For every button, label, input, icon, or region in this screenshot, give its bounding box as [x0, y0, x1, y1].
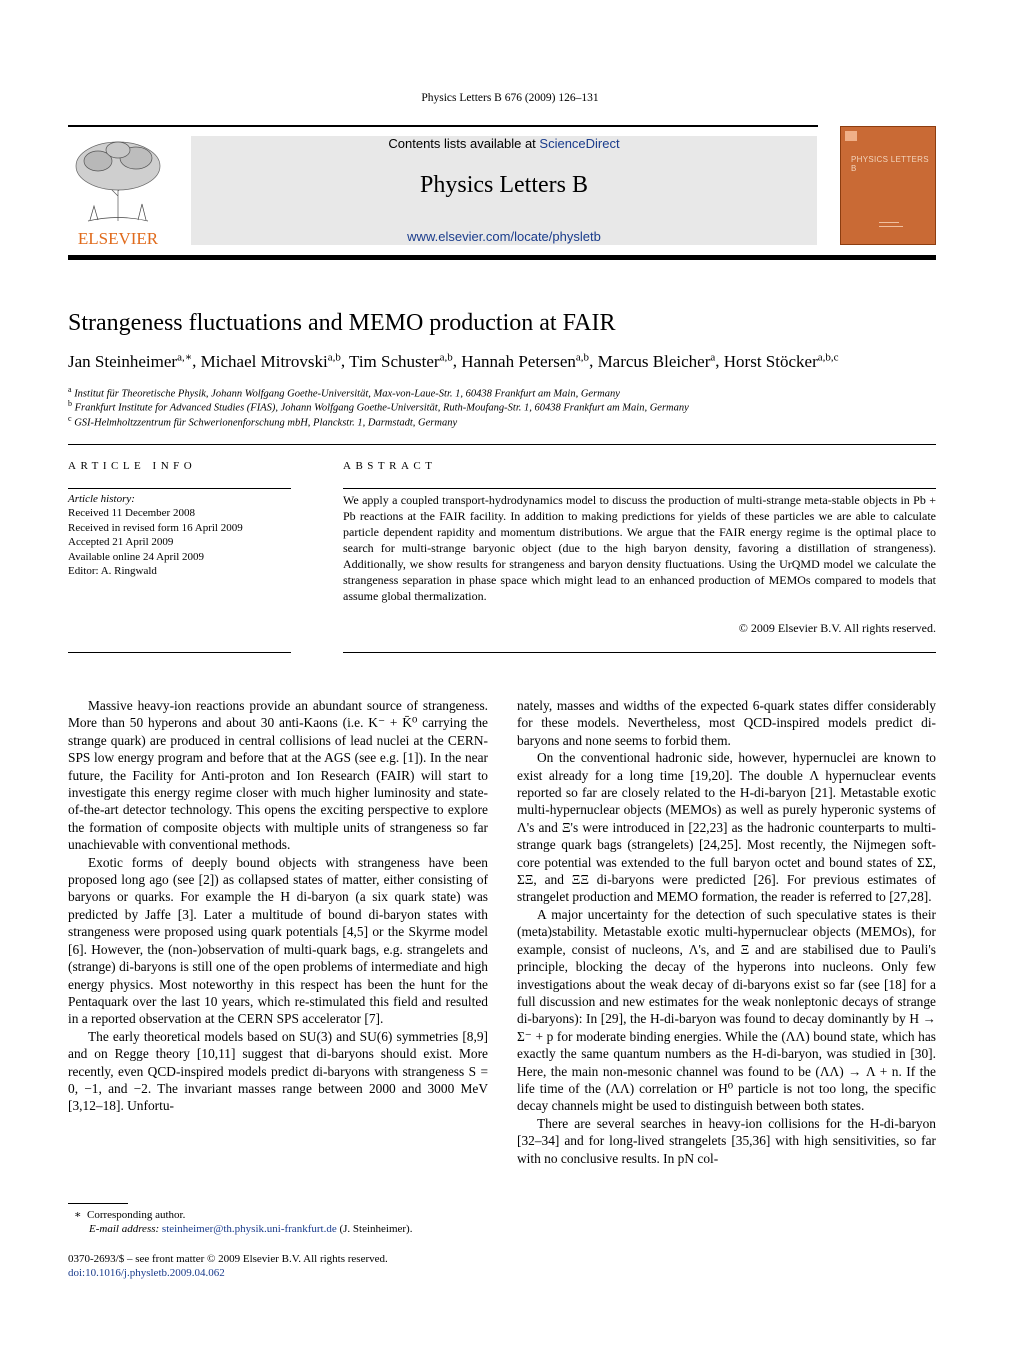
body-paragraph: The early theoretical models based on SU(3) and SU(6) symmetries [8,9] and on Regge theory [10,11] suggest that di-baryons should exist. More recently, even QCD-inspired models predict di-baryons with strangeness S = 0, −1, and −2. The invariant masses range between 2000 and 3000 MeV [3,12–18]. Unfortu-	[68, 1028, 488, 1114]
body-paragraph: nately, masses and widths of the expected 6-quark states differ considerably for these models. Nevertheless, most QCD-inspired models predict di-baryons and none seems to forbid them.	[517, 698, 936, 748]
body-paragraph: There are several searches in heavy-ion collisions for the H-di-baryon [32–34] and for long-lived strangelets [35,36] with high sensitivities, so far with no conclusive results. In pN col-	[517, 1115, 936, 1166]
article-info-rule	[68, 488, 291, 489]
author-name: Marcus Bleicher	[597, 351, 711, 371]
journal-cover-thumbnail[interactable]	[840, 126, 936, 245]
journal-reference: Physics Letters B 676 (2009) 126–131	[421, 92, 599, 104]
author-name: Michael Mitrovski	[200, 351, 328, 371]
author[interactable]	[349, 352, 453, 371]
footnote	[74, 1208, 494, 1236]
affiliation	[68, 385, 620, 400]
affiliation	[68, 414, 457, 429]
abstract-rule	[343, 488, 936, 489]
author[interactable]	[598, 352, 716, 371]
body-column-right	[517, 697, 936, 1167]
body-paragraph: A major uncertainty for the detection of such speculative states is their (meta)stability. Metastable exotic multi-hypernuclear objects (MEMOs), for example, consist of nucleons, Λ's, and Ξ and are stabilised due to Pauli's principle, blocking the decay of the hyperons into nucleons. Only few investigations about the weak decay of di-baryons exist so far (see [18] for a full discussion and new estimates for the weak nonleptonic decays of strange di-baryons): In [29], the H-di-baryon was found to decay dominantly by H → Σ⁻ + p for moderate binding energies. While the (ΛΛ) bound state, which has exactly the same quantum numbers as the H-di-baryon, was studied in [30]. Here, the main non-mesonic channel was found to be (ΛΛ) → Λ + n. If the life time of the (ΛΛ) correlation or H⁰ particle is not too long, the specific decay channels might be used to distinguish between both states.	[517, 906, 936, 1114]
affiliation-text: Institut für Theoretische Physik, Johann Wolfgang Goethe-Universität, Max-von-Laue-Str. 1, 60438 Frankfurt am Main, Germany	[74, 388, 620, 400]
elsevier-logo[interactable]	[68, 136, 168, 246]
journal-title: Physics Letters B	[420, 172, 588, 198]
author[interactable]	[461, 352, 589, 371]
cover-title: PHYSICS LETTERS B	[851, 155, 929, 173]
journal-masthead	[191, 136, 817, 245]
author-name: Horst Stöcker	[723, 351, 818, 371]
journal-url-link[interactable]: www.elsevier.com/locate/physletb	[407, 229, 601, 244]
affiliation-mark: a	[68, 385, 72, 394]
footnote-rule	[68, 1203, 128, 1204]
accepted-date: Accepted 21 April 2009	[68, 536, 174, 549]
abstract-bottom-rule	[343, 652, 936, 653]
affiliation-mark: b	[68, 399, 72, 408]
article-history	[68, 492, 293, 578]
body-paragraph: Massive heavy-ion reactions provide an abundant source of strangeness. More than 50 hyperons and about 30 anti-Kaons (i.e. K⁻ + K̄⁰ carrying the strange quark) are produced in central collisions of lead nuclei at the CERN-SPS low energy program and before that at the AGS (see e.g. [1]). In the near future, the Facility for Anti-proton and Ion Research (FAIR) will start to investigate this energy regime closer with much higher luminosity and state-of-the-art detector technology. This opens the exciting perspective to explore the formation of composite objects with multiple units of strangeness so far unachievable with conventional methods.	[68, 698, 488, 853]
received-date: Received 11 December 2008	[68, 507, 195, 520]
cover-logo-icon	[845, 131, 857, 141]
cover-decoration	[879, 226, 903, 227]
author-affil-mark: a,b	[439, 351, 453, 363]
abstract-heading: ABSTRACT	[343, 460, 437, 472]
masthead-rule	[68, 255, 936, 260]
article-title: Strangeness fluctuations and MEMO production at FAIR	[68, 310, 616, 336]
contents-line	[191, 136, 817, 151]
body-column-left	[68, 697, 488, 1115]
online-date: Available online 24 April 2009	[68, 550, 205, 563]
author[interactable]	[201, 352, 341, 371]
history-label: Article history:	[68, 493, 135, 505]
affiliation-text: Frankfurt Institute for Advanced Studies (FIAS), Johann Wolfgang Goethe-Universität, Ruth-Moufang-Str. 1, 60438 Frankfurt am Main, Germany	[74, 402, 689, 414]
author-name: Jan Steinheimer	[68, 351, 178, 371]
author-affil-mark: a,b	[327, 351, 341, 363]
contents-prefix: Contents lists available at	[388, 136, 540, 151]
doi-link[interactable]: doi:10.1016/j.physletb.2009.04.062	[68, 1267, 225, 1279]
header-rule	[68, 125, 818, 127]
editor: Editor: A. Ringwald	[68, 565, 157, 578]
author-affil-mark: a,b,c	[817, 351, 839, 363]
email-link[interactable]: steinheimer@th.physik.uni-frankfurt.de	[161, 1223, 337, 1235]
author[interactable]	[724, 352, 839, 371]
affiliation-text: GSI-Helmholtzzentrum für Schwerionenforschung mbH, Planckstr. 1, Darmstadt, Germany	[74, 417, 458, 429]
body-paragraph: Exotic forms of deeply bound objects with strangeness have been proposed long ago (see [2]) as collapsed states of matter, either consisting of baryons or quarks. For example the H di-baryon (a six quark state) was predicted by Jaffe [3]. Later a multitude of bound di-baryon states with strangeness were proposed using quark potentials [4,5] or the Skyrme model [6]. However, the (non-)observation of multi-quark bags, e.g. strangelets and (strange) di-baryons is still one of the open problems of intermediate and high energy physics. Most noteworthy in this respect has been the hunt for the Pentaquark over the last 10 years, which re-stimulated this field and resulted in a reported observation at the CERN SPS accelerator [7].	[68, 854, 488, 1027]
cover-decoration	[879, 222, 899, 223]
body-paragraph: On the conventional hadronic side, however, hypernuclei are known to exist already for a long time [19,20]. The double Λ hypernuclear events reported so far are closely related to the H-di-baryon [21]. Metastable exotic multi-hypernuclear objects (MEMOs) as well as purely hyperonic systems of Λ's and Ξ's were introduced in [22,23] as the hadronic counterparts to multi-strange quark bags (strangelets) [24,25]. Most recently, the Nijmegen soft-core potential was extended to the full baryon octet and bound states of ΣΣ, ΣΞ, and ΞΞ di-baryons were predicted [26]. For previous estimates of strangelet production and MEMO formation, the reader is referred to [27,28].	[517, 750, 936, 905]
email-owner: (J. Steinheimer).	[339, 1223, 413, 1235]
abstract-text: We apply a coupled transport-hydrodynamics model to discuss the production of multi-strange meta-stable objects in Pb + Pb reactions at the FAIR facility. In addition to making predictions for yields of these particles we are able to calculate particle dependent rapidity and momentum distributions. We argue that the FAIR energy regime is the optimal place to search for multi-strange baryonic object (due to the high baryon density, favoring a distillation of strangeness). Additionally, we show results for strangeness and baryon density fluctuations. Using the UrQMD model we calculate the strangeness separation in phase space which might lead to an enhanced production of MEMOs compared to models that assume global thermalization.	[343, 493, 936, 603]
author[interactable]	[68, 352, 192, 371]
article-info-bottom-rule	[68, 652, 291, 653]
email-label: E-mail address:	[89, 1223, 160, 1235]
author-affil-mark: a,b	[575, 351, 590, 363]
sciencedirect-link[interactable]: ScienceDirect	[539, 136, 620, 151]
article-info-heading: ARTICLE INFO	[68, 460, 197, 472]
corresponding-author-note: Corresponding author.	[86, 1209, 186, 1221]
elsevier-tree-icon	[68, 136, 168, 246]
author-affil-mark: a,∗	[177, 351, 193, 363]
section-rule	[68, 444, 936, 445]
author-affil-mark: a	[710, 351, 716, 363]
author-name: Tim Schuster	[349, 351, 440, 371]
revised-date: Received in revised form 16 April 2009	[68, 521, 243, 534]
author-list: Jan Steinheimer$^{a,∗}$, Michael Mitrovski$^{a,b}$, Tim Schuster$^{a,b}$, Hannah Petersen$^{a,b}$, Marcus Bleicher$^a$, Horst Stöcker$^{a,b,c}$	[68, 351, 839, 371]
author-name: Hannah Petersen	[461, 351, 576, 371]
affiliation-mark: c	[68, 414, 72, 423]
elsevier-wordmark: ELSEVIER	[77, 229, 159, 246]
abstract-copyright: © 2009 Elsevier B.V. All rights reserved.	[738, 621, 936, 635]
affiliation	[68, 399, 689, 414]
footnote-marker: ∗	[74, 1209, 82, 1221]
issn-line: 0370-2693/$ – see front matter © 2009 Elsevier B.V. All rights reserved.	[68, 1253, 388, 1265]
